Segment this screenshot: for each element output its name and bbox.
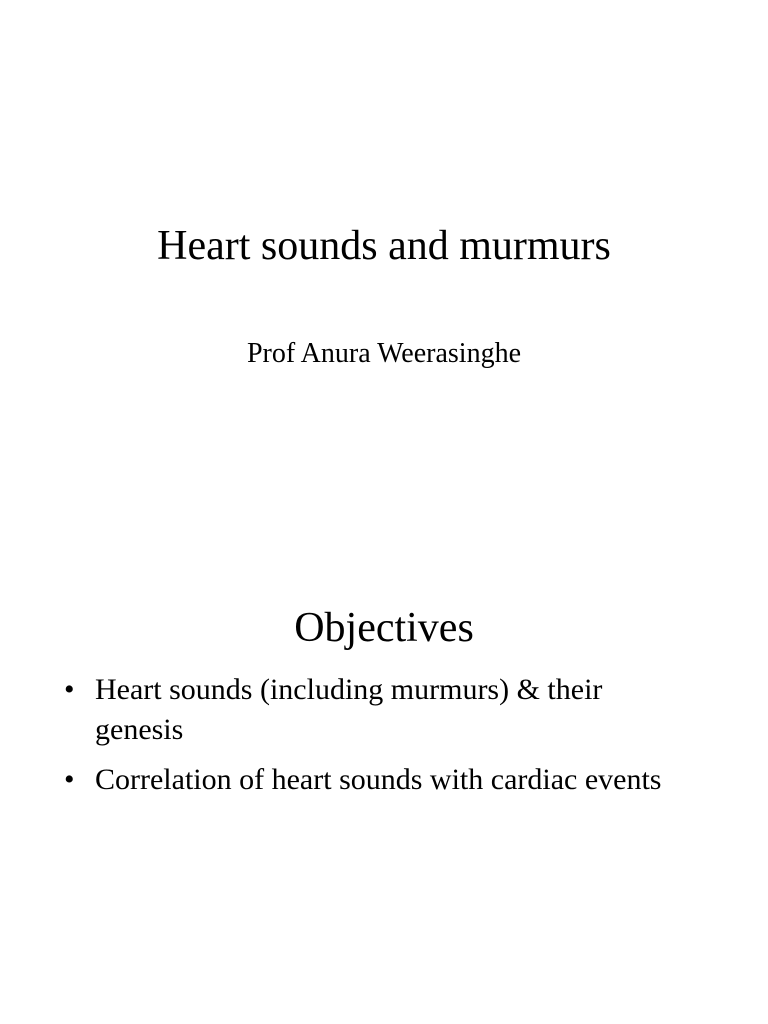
bullet-icon: •: [64, 673, 75, 706]
list-item: [0, 760, 675, 800]
slide-title: Heart sounds and murmurs: [157, 223, 611, 269]
bullet-text: Heart sounds (including murmurs) & their genesis: [95, 673, 603, 746]
bullet-icon: •: [64, 763, 75, 796]
bullet-text: Correlation of heart sounds with cardiac events: [95, 763, 662, 796]
slide-title: Objectives: [294, 605, 474, 651]
author-subtitle: Prof Anura Weerasinghe: [246, 338, 522, 369]
bullet-list: [0, 670, 768, 810]
list-item: [0, 670, 675, 750]
objectives-slide: [0, 512, 768, 1024]
